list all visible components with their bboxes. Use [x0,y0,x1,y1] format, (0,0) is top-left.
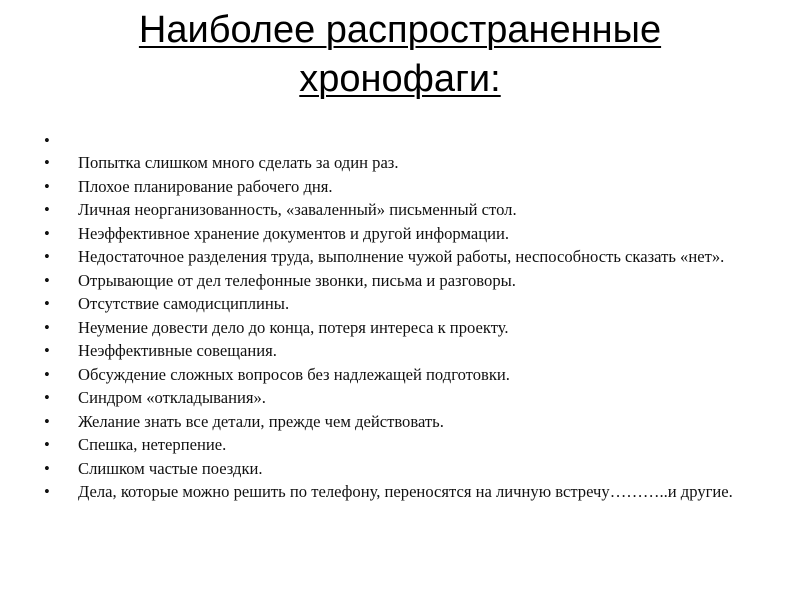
bullet-item: • Плохое планирование рабочего дня. [44,177,749,197]
bullet-item: • Слишком частые поездки. [44,459,749,479]
slide-title-line-1: Наиболее распространенные [138,9,662,51]
bullet-item: • Попытка слишком много сделать за один раз. [44,153,749,173]
bullet-item: • Неумение довести дело до конца, потеря интереса к проекту. [44,318,749,338]
bullet-item: • Синдром «откладывания». [44,388,749,408]
slide-title-line-2: хронофаги: [299,58,501,100]
bullet-item: • Дела, которые можно решить по телефону, переносятся на личную встречу………..и другие. [44,482,749,502]
bullet-item: • Отсутствие самодисциплины. [44,294,749,314]
slide-title [60,6,740,104]
bullet-item: • Неэффективные совещания. [44,341,749,361]
bullet-item: • Неэффективное хранение документов и другой информации. [44,224,749,244]
bullet-item: • Отрывающие от дел телефонные звонки, письма и разговоры. [44,271,749,291]
bullet-item: • Обсуждение сложных вопросов без надлежащей подготовки. [44,365,749,385]
bullet-item-empty [44,131,749,149]
bullet-list [44,131,749,506]
bullet-item: • Личная неорганизованность, «заваленный» письменный стол. [44,200,749,220]
bullet-item: • Спешка, нетерпение. [44,435,749,455]
bullet-item: • Недостаточное разделения труда, выполнение чужой работы, неспособность сказать «нет». [44,247,749,267]
bullet-item: • Желание знать все детали, прежде чем действовать. [44,412,749,432]
